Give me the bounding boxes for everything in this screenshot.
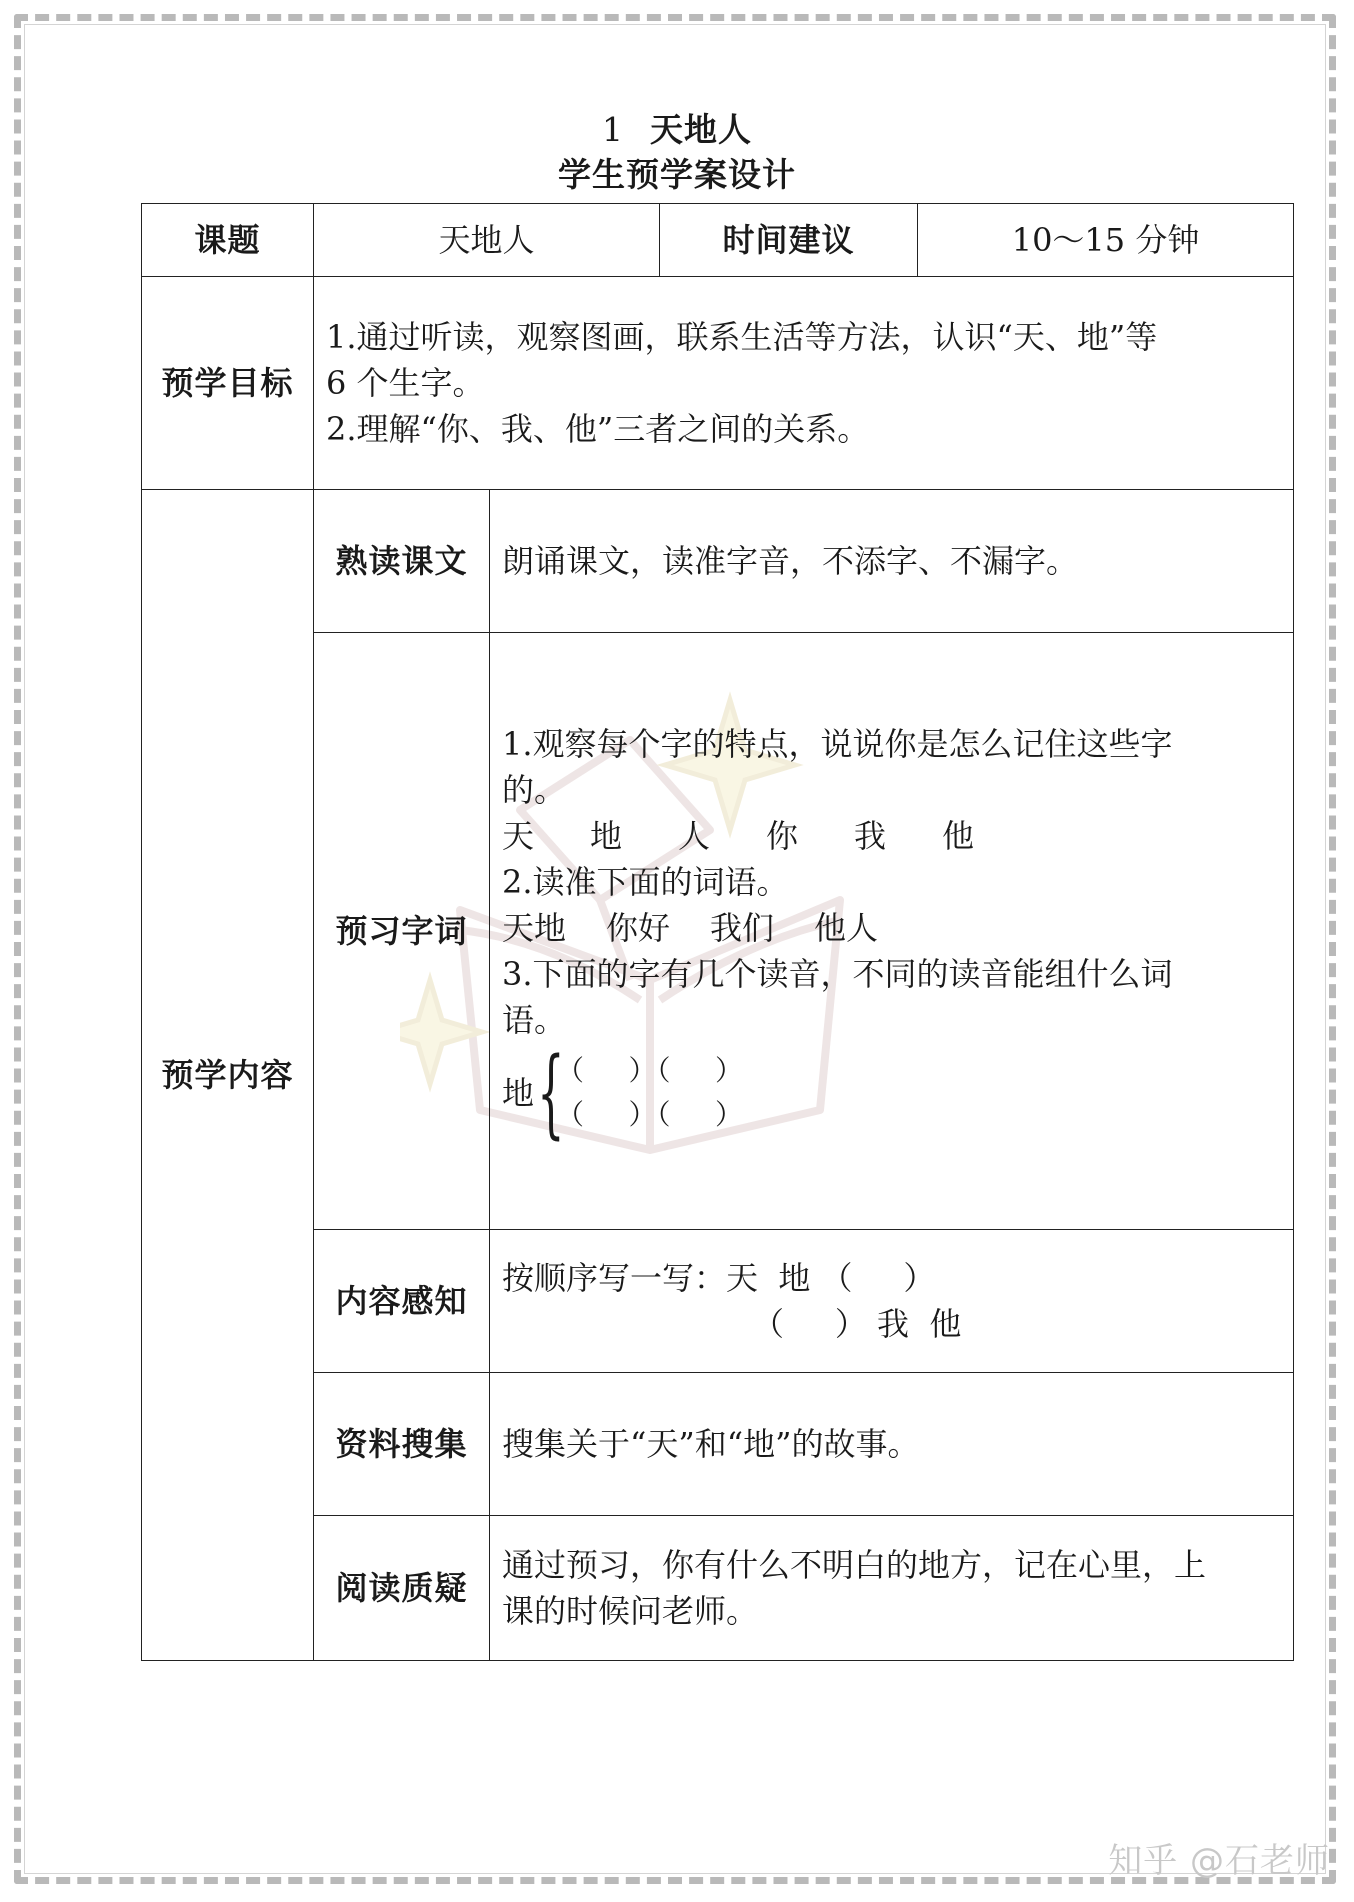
perception-row bbox=[142, 1230, 1294, 1373]
goal-line-1: 1.通过听读，观察图画，联系生活等方法，认识“天、地”等 bbox=[326, 318, 1158, 356]
vocab-words bbox=[502, 905, 1281, 951]
polyphone-block bbox=[502, 1037, 1281, 1149]
vocab-q1-line2: 的。 bbox=[502, 771, 567, 809]
reading-row bbox=[142, 490, 1294, 633]
questions-line-2: 课的时候问老师。 bbox=[502, 1592, 759, 1630]
lesson-number: 1 bbox=[602, 110, 624, 149]
word-item: 你好 bbox=[606, 909, 671, 947]
vocab-q1-line1: 1.观察每个字的特点，说说你是怎么记住这些字 bbox=[502, 725, 1173, 763]
goals-label: 预学目标 bbox=[142, 277, 314, 490]
vocab-label: 预习字词 bbox=[314, 633, 490, 1230]
research-row bbox=[142, 1373, 1294, 1516]
vocab-chars bbox=[502, 813, 1281, 859]
char-item: 我 bbox=[854, 817, 887, 855]
time-label: 时间建议 bbox=[660, 204, 918, 277]
questions-row bbox=[142, 1516, 1294, 1661]
polyphone-char: 地 bbox=[502, 1074, 535, 1112]
lesson-title bbox=[0, 108, 1354, 152]
zhihu-watermark: 知乎 @石老师 bbox=[1108, 1841, 1330, 1881]
reading-text: 朗诵课文，读准字音，不添字、不漏字。 bbox=[490, 490, 1294, 633]
vocab-content bbox=[490, 633, 1294, 1230]
perception-content bbox=[490, 1230, 1294, 1373]
polyphone-blank-1[interactable]: （ ）（ ） bbox=[556, 1054, 744, 1087]
preview-plan-table bbox=[141, 203, 1294, 1661]
page-subtitle: 学生预学案设计 bbox=[558, 155, 796, 194]
reading-label: 熟读课文 bbox=[314, 490, 490, 633]
perception-line-1[interactable]: 按顺序写一写：天 地 （ ） bbox=[502, 1259, 936, 1297]
title-block bbox=[0, 108, 1354, 198]
goal-line-2: 6 个生字。 bbox=[326, 364, 485, 402]
perception-label: 内容感知 bbox=[314, 1230, 490, 1373]
vocab-q3-line2: 语。 bbox=[502, 1001, 567, 1039]
polyphone-blanks bbox=[556, 1049, 743, 1137]
topic-value: 天地人 bbox=[314, 204, 660, 277]
topic-label: 课题 bbox=[142, 204, 314, 277]
char-item: 你 bbox=[766, 817, 799, 855]
content-label: 预学内容 bbox=[142, 490, 314, 1661]
word-item: 他人 bbox=[814, 909, 879, 947]
goal-line-3: 2.理解“你、我、他”三者之间的关系。 bbox=[326, 410, 870, 448]
questions-content bbox=[490, 1516, 1294, 1661]
info-row bbox=[142, 204, 1294, 277]
time-value: 10～15 分钟 bbox=[918, 204, 1294, 277]
vocab-q3-line1: 3.下面的字有几个读音，不同的读音能组什么词 bbox=[502, 955, 1173, 993]
goals-content bbox=[314, 277, 1294, 490]
questions-line-1: 通过预习，你有什么不明白的地方，记在心里，上 bbox=[502, 1546, 1207, 1584]
char-item: 天 bbox=[502, 817, 535, 855]
char-item: 地 bbox=[590, 817, 623, 855]
char-item: 他 bbox=[942, 817, 975, 855]
polyphone-blank-2[interactable]: （ ）（ ） bbox=[556, 1098, 744, 1131]
goals-row bbox=[142, 277, 1294, 490]
word-item: 天地 bbox=[502, 909, 567, 947]
char-item: 人 bbox=[678, 817, 711, 855]
left-brace-icon: { bbox=[537, 1037, 565, 1149]
vocab-q2: 2.读准下面的词语。 bbox=[502, 863, 789, 901]
lesson-name: 天地人 bbox=[650, 110, 752, 149]
research-text: 搜集关于“天”和“地”的故事。 bbox=[490, 1373, 1294, 1516]
research-label: 资料搜集 bbox=[314, 1373, 490, 1516]
word-item: 我们 bbox=[710, 909, 775, 947]
vocab-row bbox=[142, 633, 1294, 1230]
questions-label: 阅读质疑 bbox=[314, 1516, 490, 1661]
perception-line-2[interactable]: （ ） 我 他 bbox=[752, 1305, 962, 1343]
